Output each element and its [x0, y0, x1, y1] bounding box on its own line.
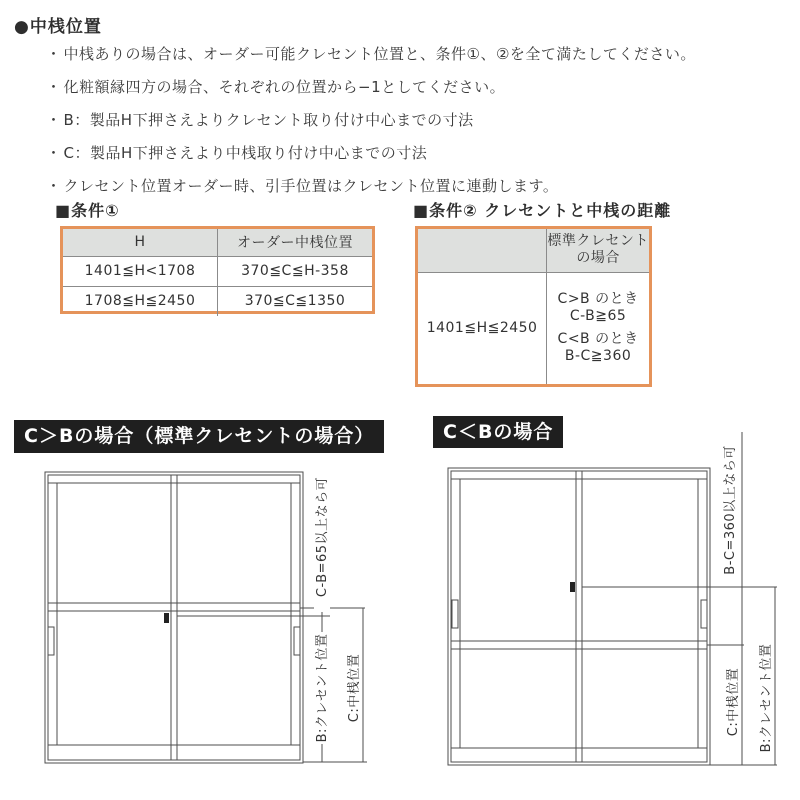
note-text: 化粧額縁四方の場合、それぞれの位置から−1としてください。: [63, 78, 506, 96]
bullet-icon: ・: [46, 78, 62, 96]
frame-inner: [48, 475, 300, 760]
condition1-cell: 370≦C≦H-358: [218, 256, 373, 286]
condition2-range-cell: 1401≦H≦2450: [418, 272, 547, 384]
condition2-table: [415, 226, 652, 387]
diff-dimension-label: C-B=65以上なら可: [315, 476, 330, 598]
pull-handle: [701, 600, 707, 628]
header-line: 標準クレセント: [547, 233, 649, 250]
crescent-position-label: B:クレセント位置: [759, 643, 774, 753]
dimension-lines: [582, 432, 777, 765]
window-frame: [448, 468, 710, 765]
window-frame: [45, 472, 303, 763]
pull-handle: [294, 627, 300, 655]
case-line: C<B のとき: [557, 331, 639, 348]
diagram-left-title: C＞Bの場合（標準クレセントの場合）: [14, 420, 384, 453]
table-row: [63, 286, 372, 316]
condition1-col-header: オーダー中桟位置: [218, 229, 373, 256]
condition1-col-header: H: [63, 229, 218, 256]
bullet-icon: ・: [46, 45, 62, 63]
note-text: クレセント位置オーダー時、引手位置はクレセント位置に連動します。: [63, 177, 559, 195]
frame-outer: [448, 468, 710, 765]
pull-handle: [452, 600, 458, 628]
note-item: [46, 110, 786, 130]
diagram-left-window-drawing: [0, 440, 400, 800]
table-row: [63, 256, 372, 286]
diagram-right-window-drawing: [400, 428, 800, 800]
case-block: [547, 291, 649, 325]
frame-inner: [451, 471, 707, 762]
pull-handle: [48, 627, 54, 655]
condition2-col-header: [547, 229, 649, 272]
note-item: [46, 44, 786, 64]
note-text: B：製品H下押さえよりクレセント取り付け中心までの寸法: [63, 111, 474, 129]
note-item: [46, 77, 786, 97]
case-block: [547, 331, 649, 365]
notes-list: [46, 44, 786, 209]
header-line: の場合: [576, 250, 620, 267]
condition2-empty-header: [418, 229, 547, 272]
bullet-icon: ・: [46, 144, 62, 162]
crescent-position-label: B:クレセント位置: [315, 633, 330, 743]
bullet-icon: ・: [46, 111, 62, 129]
case-line: C-B≧65: [569, 308, 627, 325]
condition1-table: [60, 226, 375, 314]
rail-position-label: C:中桟位置: [347, 653, 362, 723]
note-item: [46, 143, 786, 163]
note-text: 中桟ありの場合は、オーダー可能クレセント位置と、条件①、②を全て満たしてください。: [63, 45, 696, 63]
condition1-heading: ■条件①: [55, 201, 120, 220]
diagram-right-title: C＜Bの場合: [433, 416, 563, 448]
case-line: B-C≧360: [564, 348, 632, 365]
table-row: [418, 272, 649, 384]
crescent-lock-mark: [164, 613, 169, 623]
page-title: ●中桟位置: [14, 17, 102, 37]
note-item: [46, 176, 786, 196]
rail-position-label: C:中桟位置: [726, 667, 741, 737]
condition1-cell: 370≦C≦1350: [218, 286, 373, 316]
diff-dimension-label: B-C=360以上なら可: [723, 445, 738, 575]
case-line: C>B のとき: [557, 291, 639, 308]
condition2-heading: ■条件② クレセントと中桟の距離: [413, 201, 672, 220]
condition2-cases-cell: [547, 272, 649, 384]
crescent-lock-mark: [570, 582, 575, 592]
condition1-cell: 1708≦H≦2450: [63, 286, 218, 316]
frame-outer: [45, 472, 303, 763]
bullet-icon: ・: [46, 177, 62, 195]
condition1-cell: 1401≦H<1708: [63, 256, 218, 286]
note-text: C：製品H下押さえより中桟取り付け中心までの寸法: [63, 144, 428, 162]
